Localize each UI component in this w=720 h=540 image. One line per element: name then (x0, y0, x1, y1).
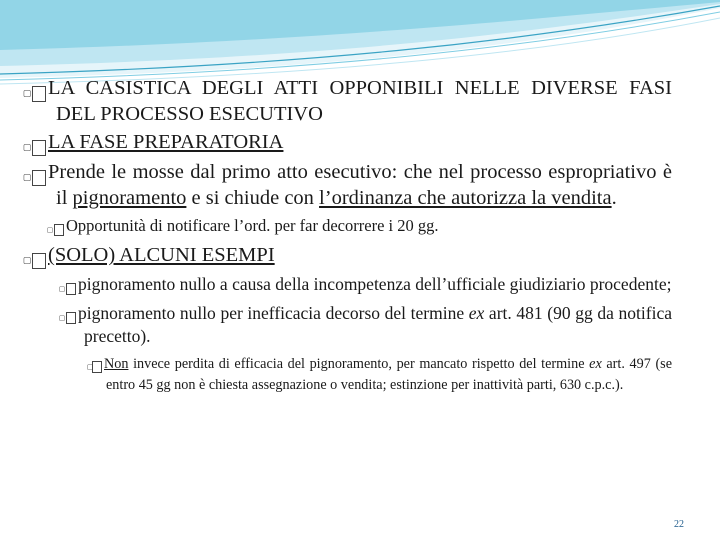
bullet-icon: ▢ (54, 224, 64, 236)
slide-content (22, 76, 672, 396)
intro-paragraph: ▢ Prende le mosse dal primo atto esecutivo: che nel processo espropriativo è il pignoramento e si chiude con l’ordinanza che autorizza la vendita. (22, 161, 672, 209)
non-link[interactable]: Non (104, 356, 129, 372)
bullet-icon: ▢ (32, 86, 46, 102)
bullet-icon: ▢ (92, 361, 102, 373)
example-item-1: ▢ pignoramento nullo a causa della incompetenza dell’ufficiale giudiziario procedente; (58, 274, 672, 294)
example-item-2: ▢ pignoramento nullo per inefficacia decorso del termine ex art. 481 (90 gg da notifica precetto). (58, 303, 672, 346)
bullet-icon: ▢ (32, 170, 46, 186)
example-subitem: ▢ Non invece perdita di efficacia del pignoramento, per mancato rispetto del termine ex art. 497 (se entro 45 gg non è chiesta assegnazione o vendita; estinzione per inattività parti, 630 c.p.c.). (86, 356, 672, 393)
bullet-icon: ▢ (66, 312, 76, 324)
examples-heading: ▢ (SOLO) ALCUNI ESEMPI (32, 243, 672, 269)
bullet-icon: ▢ (32, 253, 46, 269)
pignoramento-link[interactable]: pignoramento (72, 187, 187, 209)
note-item: ▢ Opportunità di notificare l’ord. per far decorrere i 20 gg. (46, 216, 439, 235)
slide-heading: ▢ LA CASISTICA DEGLI ATTI OPPONIBILI NELLE DIVERSE FASI DEL PROCESSO ESECUTIVO (22, 77, 672, 125)
bullet-icon: ▢ (66, 283, 76, 295)
page-number: 22 (674, 519, 684, 530)
ordinanza-link[interactable]: l’ordinanza che autorizza la vendita (319, 187, 612, 209)
bullet-icon: ▢ (32, 140, 46, 156)
section-heading: ▢ LA FASE PREPARATORIA (32, 130, 672, 156)
